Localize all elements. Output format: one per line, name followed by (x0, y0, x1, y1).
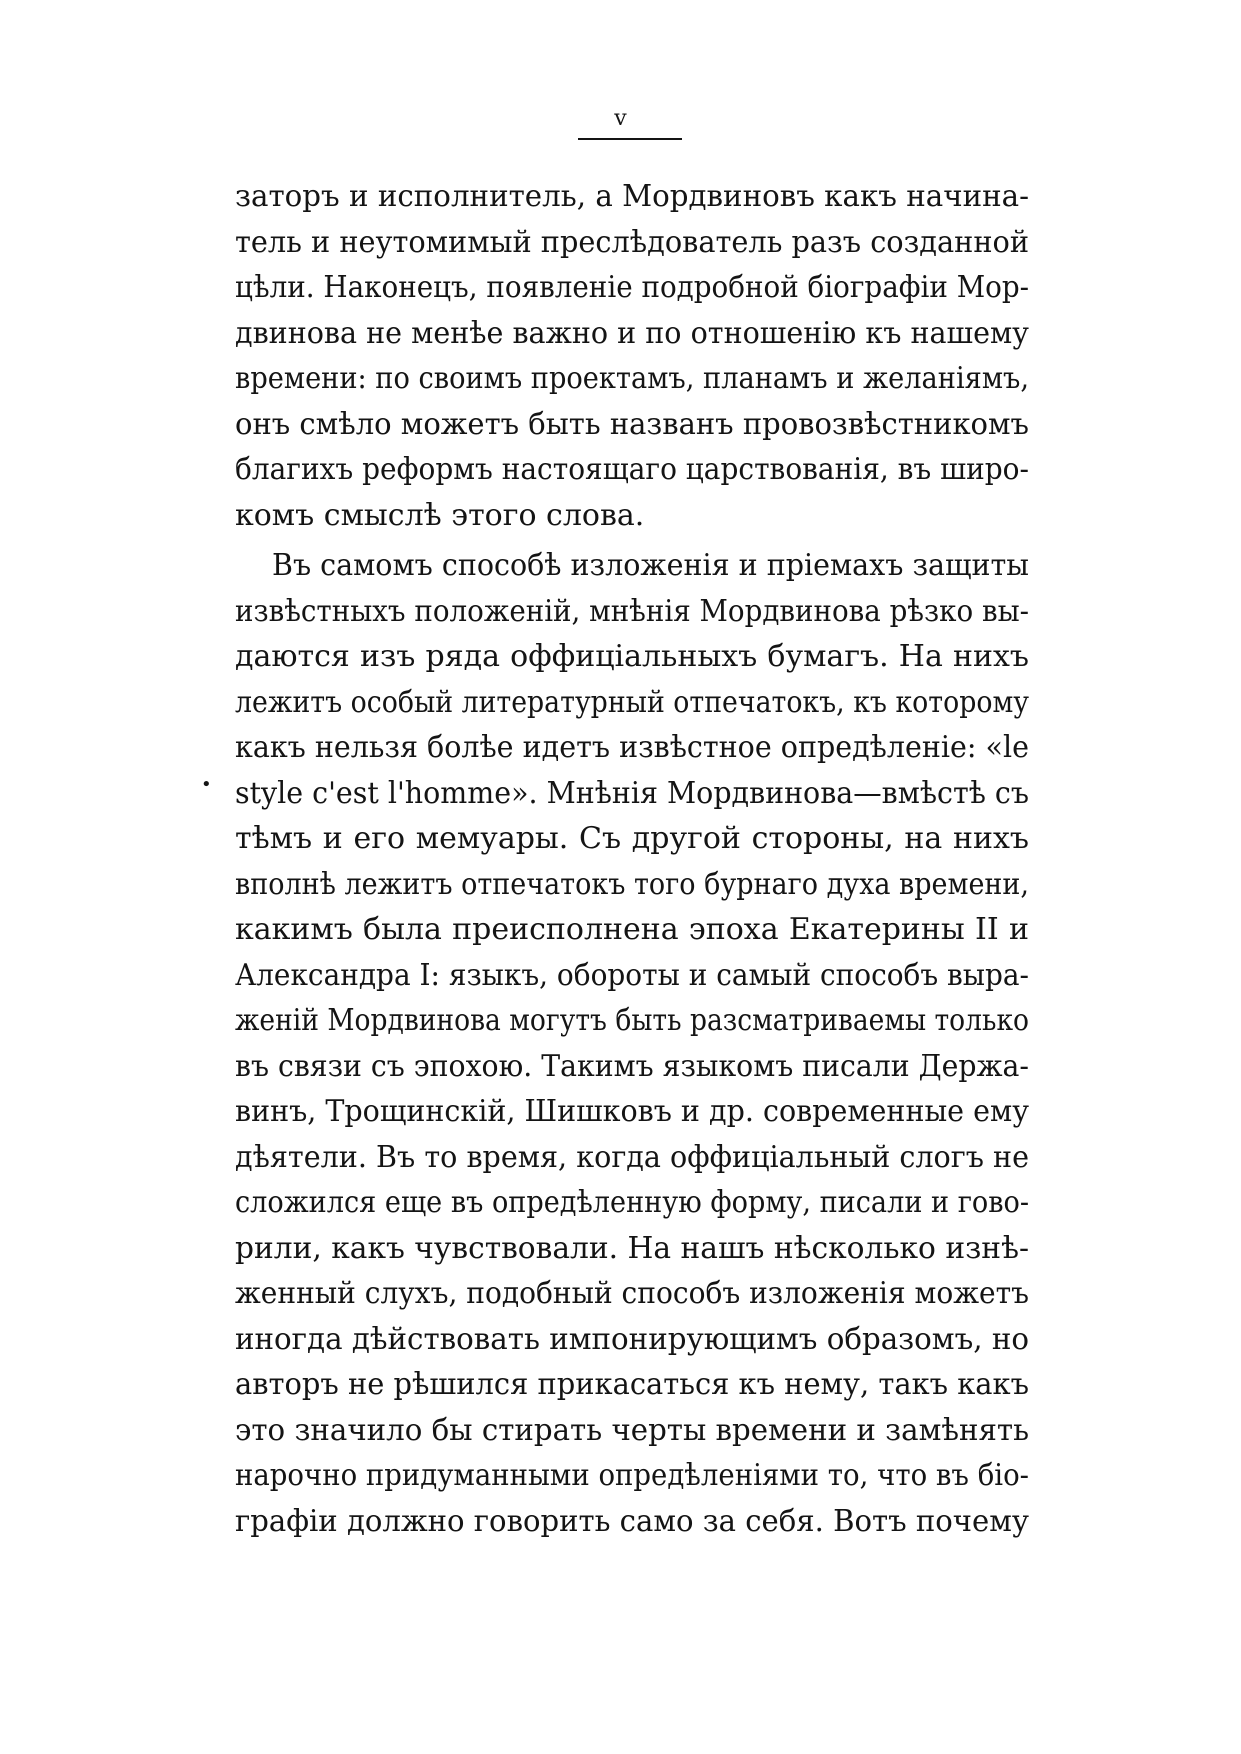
text-line: иногда дѣйствовать импонирующимъ образомъ, но (235, 1321, 1029, 1357)
text-line: винъ, Трощинскій, Шишковъ и др. современные ему (235, 1094, 1029, 1129)
text-line: графіи должно говорить само за себя. Вотъ почему (235, 1503, 1029, 1539)
text-line: комъ смыслѣ этого слова. (235, 497, 645, 533)
margin-mark: • (201, 774, 212, 795)
text-line: заторъ и исполнитель, а Мордвиновъ какъ начина- (235, 179, 1029, 214)
text-line: тѣмъ и его мемуары. Съ другой стороны, на нихъ (235, 821, 1029, 856)
text-line: лежитъ особый литературный отпечатокъ, къ которому (235, 684, 1029, 720)
text-line: какимъ была преисполнена эпоха Екатерины II и (235, 912, 1029, 947)
text-line: вполнѣ лежитъ отпечатокъ того бурнаго духа времени, (235, 866, 1029, 902)
text-line: въ связи съ эпохою. Такимъ языкомъ писали Держа- (235, 1048, 1029, 1084)
header-rule (578, 138, 682, 140)
text-line: дѣятели. Въ то время, когда оффиціальный слогъ не (235, 1139, 1029, 1175)
text-line: сложился еще въ опредѣленную форму, писали и гово- (235, 1185, 1029, 1220)
text-line: цѣли. Наконецъ, появленіе подробной біографіи Мор- (235, 270, 1029, 305)
page-number: v (614, 106, 627, 131)
text-line: Александра I: языкъ, обороты и самый способъ выра- (235, 957, 1029, 993)
text-line: женный слухъ, подобный способъ изложенія можетъ (235, 1276, 1029, 1311)
text-line: нарочно придуманными опредѣленіями то, что въ біо- (235, 1458, 1029, 1493)
text-line: style c'est l'homme». Мнѣнія Мордвинова—вмѣстѣ съ (235, 775, 1029, 811)
text-line: какъ нельзя болѣе идетъ извѣстное опредѣленіе: «le (235, 730, 1029, 765)
text-line: онъ смѣло можетъ быть названъ провозвѣстникомъ (235, 406, 1029, 442)
text-line: женій Мордвинова могутъ быть разсматриваемы только (235, 1003, 1029, 1038)
text-line: извѣстныхъ положеній, мнѣнія Мордвинова рѣзко вы- (235, 593, 1029, 629)
text-line: это значило бы стирать черты времени и замѣнять (235, 1412, 1029, 1448)
paragraph-1 (235, 174, 1029, 538)
text-line: Въ самомъ способѣ изложенія и пріемахъ защиты (271, 548, 1029, 583)
text-line: тель и неутомимый преслѣдователь разъ созданной (235, 224, 1029, 260)
text-line: времени: по своимъ проектамъ, планамъ и желаніямъ, (235, 361, 1029, 396)
paragraph-2 (235, 543, 1029, 1544)
text-line: рили, какъ чувствовали. На нашъ нѣсколько изнѣ- (235, 1230, 1029, 1266)
text-line: двинова не менѣе важно и по отношенію къ нашему (235, 315, 1029, 351)
text-line: даются изъ ряда оффиціальныхъ бумагъ. На нихъ (235, 639, 1029, 674)
text-line: авторъ не рѣшился прикасаться къ нему, такъ какъ (235, 1367, 1029, 1402)
body-text (235, 174, 1029, 1544)
text-line: благихъ реформъ настоящаго царствованія, въ широ- (235, 452, 1029, 487)
